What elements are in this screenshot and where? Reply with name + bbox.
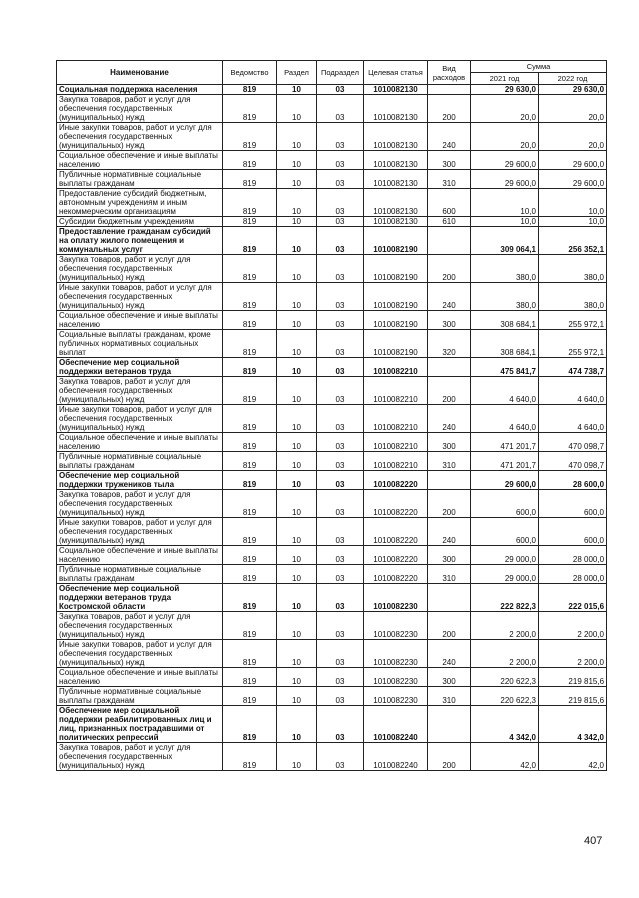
table-row: [57, 471, 607, 490]
header-podrazdel: Подраздел: [317, 61, 364, 85]
row-sum-2022: 42,0: [539, 743, 607, 771]
row-name: Предоставление субсидий бюджетным, автономным учреждениям и иным некоммерческим организациям: [57, 189, 223, 217]
header-razdel: Раздел: [277, 61, 317, 85]
row-expense-type: 310: [428, 452, 471, 471]
row-sum-2022: 380,0: [539, 283, 607, 311]
row-sum-2022: 28 000,0: [539, 565, 607, 584]
row-sum-2021: 475 841,7: [471, 358, 539, 377]
row-name: Субсидии бюджетным учреждениям: [57, 217, 223, 227]
row-podrazdel: 03: [317, 687, 364, 706]
row-podrazdel: 03: [317, 452, 364, 471]
row-name: Закупка товаров, работ и услуг для обеспечения государственных (муниципальных) нужд: [57, 255, 223, 283]
row-target-article: 1010082240: [364, 706, 428, 743]
row-ved: 819: [223, 433, 277, 452]
row-podrazdel: 03: [317, 490, 364, 518]
row-sum-2021: 10,0: [471, 217, 539, 227]
row-podrazdel: 03: [317, 405, 364, 433]
row-ved: 819: [223, 358, 277, 377]
row-podrazdel: 03: [317, 189, 364, 217]
row-target-article: 1010082230: [364, 668, 428, 687]
row-ved: 819: [223, 612, 277, 640]
row-sum-2022: 4 640,0: [539, 405, 607, 433]
header-sum: Сумма: [471, 61, 607, 73]
table-header: [57, 61, 607, 85]
table-row: [57, 227, 607, 255]
row-razdel: 10: [277, 330, 317, 358]
table-row: [57, 377, 607, 405]
row-target-article: 1010082230: [364, 687, 428, 706]
row-sum-2021: 20,0: [471, 123, 539, 151]
row-ved: 819: [223, 170, 277, 189]
row-expense-type: 240: [428, 283, 471, 311]
row-sum-2022: 4 640,0: [539, 377, 607, 405]
row-target-article: 1010082210: [364, 452, 428, 471]
row-sum-2021: 600,0: [471, 490, 539, 518]
row-razdel: 10: [277, 283, 317, 311]
row-expense-type: 300: [428, 433, 471, 452]
row-podrazdel: 03: [317, 640, 364, 668]
table-row: [57, 311, 607, 330]
row-name: Публичные нормативные социальные выплаты гражданам: [57, 452, 223, 471]
row-sum-2022: 29 630,0: [539, 85, 607, 95]
row-target-article: 1010082210: [364, 358, 428, 377]
row-ved: 819: [223, 490, 277, 518]
row-sum-2022: 219 815,6: [539, 687, 607, 706]
row-razdel: 10: [277, 518, 317, 546]
table-row: [57, 123, 607, 151]
row-name: Иные закупки товаров, работ и услуг для обеспечения государственных (муниципальных) нужд: [57, 123, 223, 151]
row-podrazdel: 03: [317, 565, 364, 584]
row-sum-2022: 380,0: [539, 255, 607, 283]
row-sum-2021: 2 200,0: [471, 640, 539, 668]
row-razdel: 10: [277, 151, 317, 170]
row-target-article: 1010082240: [364, 743, 428, 771]
row-razdel: 10: [277, 612, 317, 640]
row-razdel: 10: [277, 471, 317, 490]
row-expense-type: 200: [428, 377, 471, 405]
row-sum-2022: 219 815,6: [539, 668, 607, 687]
table-body: [57, 85, 607, 771]
row-target-article: 1010082130: [364, 85, 428, 95]
row-expense-type: 200: [428, 95, 471, 123]
row-name: Иные закупки товаров, работ и услуг для обеспечения государственных (муниципальных) нужд: [57, 283, 223, 311]
row-name: Публичные нормативные социальные выплаты гражданам: [57, 565, 223, 584]
row-sum-2022: 222 015,6: [539, 584, 607, 612]
row-ved: 819: [223, 743, 277, 771]
row-sum-2021: 29 000,0: [471, 546, 539, 565]
row-sum-2021: 4 342,0: [471, 706, 539, 743]
table-row: [57, 95, 607, 123]
row-podrazdel: 03: [317, 518, 364, 546]
row-sum-2022: 470 098,7: [539, 452, 607, 471]
table-row: [57, 565, 607, 584]
table-row: [57, 217, 607, 227]
row-target-article: 1010082130: [364, 95, 428, 123]
row-sum-2021: 600,0: [471, 518, 539, 546]
budget-table: [56, 60, 607, 771]
row-razdel: 10: [277, 687, 317, 706]
row-sum-2021: 471 201,7: [471, 433, 539, 452]
row-podrazdel: 03: [317, 706, 364, 743]
row-podrazdel: 03: [317, 227, 364, 255]
row-podrazdel: 03: [317, 546, 364, 565]
row-expense-type: 300: [428, 668, 471, 687]
row-razdel: 10: [277, 640, 317, 668]
row-name: Социальное обеспечение и иные выплаты населению: [57, 433, 223, 452]
row-razdel: 10: [277, 433, 317, 452]
row-ved: 819: [223, 565, 277, 584]
row-ved: 819: [223, 283, 277, 311]
row-name: Социальное обеспечение и иные выплаты населению: [57, 546, 223, 565]
row-podrazdel: 03: [317, 170, 364, 189]
row-sum-2021: 220 622,3: [471, 668, 539, 687]
row-expense-type: 240: [428, 640, 471, 668]
row-sum-2022: 20,0: [539, 123, 607, 151]
row-sum-2022: 28 600,0: [539, 471, 607, 490]
row-sum-2022: 2 200,0: [539, 640, 607, 668]
row-target-article: 1010082220: [364, 518, 428, 546]
row-ved: 819: [223, 123, 277, 151]
row-ved: 819: [223, 377, 277, 405]
row-target-article: 1010082230: [364, 584, 428, 612]
row-sum-2021: 220 622,3: [471, 687, 539, 706]
row-sum-2021: 309 064,1: [471, 227, 539, 255]
row-ved: 819: [223, 227, 277, 255]
row-ved: 819: [223, 189, 277, 217]
row-podrazdel: 03: [317, 330, 364, 358]
table-row: [57, 189, 607, 217]
row-expense-type: [428, 358, 471, 377]
row-sum-2022: 600,0: [539, 490, 607, 518]
row-podrazdel: 03: [317, 584, 364, 612]
row-name: Социальная поддержка населения: [57, 85, 223, 95]
row-podrazdel: 03: [317, 668, 364, 687]
row-name: Социальное обеспечение и иные выплаты населению: [57, 668, 223, 687]
header-target-article: Целевая статья: [364, 61, 428, 85]
row-name: Обеспечение мер социальной поддержки реабилитированных лиц и лиц, признанных пострадавшими от политических репрессий: [57, 706, 223, 743]
row-sum-2021: 29 600,0: [471, 170, 539, 189]
row-ved: 819: [223, 546, 277, 565]
table-row: [57, 85, 607, 95]
table-row: [57, 706, 607, 743]
header-year-2022: 2022 год: [539, 73, 607, 85]
row-expense-type: [428, 706, 471, 743]
row-sum-2022: 20,0: [539, 95, 607, 123]
row-razdel: 10: [277, 584, 317, 612]
row-razdel: 10: [277, 189, 317, 217]
row-sum-2022: 255 972,1: [539, 311, 607, 330]
row-sum-2022: 29 600,0: [539, 151, 607, 170]
row-sum-2021: 29 000,0: [471, 565, 539, 584]
table-row: [57, 612, 607, 640]
row-name: Обеспечение мер социальной поддержки ветеранов труда: [57, 358, 223, 377]
row-sum-2021: 380,0: [471, 255, 539, 283]
row-sum-2021: 222 822,3: [471, 584, 539, 612]
header-name: Наименование: [57, 61, 223, 85]
row-podrazdel: 03: [317, 471, 364, 490]
row-expense-type: 240: [428, 518, 471, 546]
row-expense-type: 300: [428, 546, 471, 565]
row-razdel: 10: [277, 490, 317, 518]
row-razdel: 10: [277, 95, 317, 123]
table-row: [57, 518, 607, 546]
row-expense-type: 610: [428, 217, 471, 227]
row-name: Иные закупки товаров, работ и услуг для обеспечения государственных (муниципальных) нужд: [57, 405, 223, 433]
row-name: Иные закупки товаров, работ и услуг для обеспечения государственных (муниципальных) нужд: [57, 640, 223, 668]
table-row: [57, 358, 607, 377]
row-sum-2021: 2 200,0: [471, 612, 539, 640]
row-ved: 819: [223, 330, 277, 358]
table-row: [57, 668, 607, 687]
row-razdel: 10: [277, 546, 317, 565]
table-row: [57, 546, 607, 565]
row-sum-2022: 600,0: [539, 518, 607, 546]
row-expense-type: 300: [428, 151, 471, 170]
row-sum-2021: 471 201,7: [471, 452, 539, 471]
row-expense-type: 240: [428, 123, 471, 151]
row-razdel: 10: [277, 123, 317, 151]
row-ved: 819: [223, 405, 277, 433]
row-ved: 819: [223, 687, 277, 706]
row-razdel: 10: [277, 85, 317, 95]
row-sum-2022: 28 000,0: [539, 546, 607, 565]
row-target-article: 1010082190: [364, 330, 428, 358]
row-podrazdel: 03: [317, 95, 364, 123]
row-expense-type: 310: [428, 170, 471, 189]
row-sum-2021: 29 600,0: [471, 151, 539, 170]
row-razdel: 10: [277, 255, 317, 283]
row-sum-2021: 29 600,0: [471, 471, 539, 490]
row-podrazdel: 03: [317, 151, 364, 170]
row-target-article: 1010082130: [364, 151, 428, 170]
row-target-article: 1010082190: [364, 283, 428, 311]
table-row: [57, 452, 607, 471]
row-podrazdel: 03: [317, 255, 364, 283]
row-sum-2022: 29 600,0: [539, 170, 607, 189]
row-target-article: 1010082130: [364, 189, 428, 217]
row-ved: 819: [223, 452, 277, 471]
row-podrazdel: 03: [317, 743, 364, 771]
row-podrazdel: 03: [317, 85, 364, 95]
row-expense-type: 200: [428, 490, 471, 518]
table-row: [57, 151, 607, 170]
table-row: [57, 490, 607, 518]
row-target-article: 1010082230: [364, 640, 428, 668]
row-ved: 819: [223, 217, 277, 227]
row-sum-2022: 2 200,0: [539, 612, 607, 640]
row-ved: 819: [223, 518, 277, 546]
row-name: Публичные нормативные социальные выплаты гражданам: [57, 170, 223, 189]
row-target-article: 1010082130: [364, 170, 428, 189]
row-sum-2021: 29 630,0: [471, 85, 539, 95]
row-sum-2022: 474 738,7: [539, 358, 607, 377]
row-razdel: 10: [277, 377, 317, 405]
row-razdel: 10: [277, 706, 317, 743]
row-podrazdel: 03: [317, 358, 364, 377]
table-row: [57, 433, 607, 452]
row-sum-2021: 20,0: [471, 95, 539, 123]
page-number: 407: [584, 835, 603, 847]
row-name: Закупка товаров, работ и услуг для обеспечения государственных (муниципальных) нужд: [57, 490, 223, 518]
row-expense-type: 200: [428, 255, 471, 283]
row-sum-2021: 4 640,0: [471, 405, 539, 433]
row-expense-type: 240: [428, 405, 471, 433]
row-ved: 819: [223, 311, 277, 330]
row-podrazdel: 03: [317, 283, 364, 311]
row-razdel: 10: [277, 217, 317, 227]
row-target-article: 1010082130: [364, 217, 428, 227]
row-target-article: 1010082220: [364, 471, 428, 490]
row-name: Обеспечение мер социальной поддержки тружеников тыла: [57, 471, 223, 490]
row-ved: 819: [223, 706, 277, 743]
row-sum-2021: 4 640,0: [471, 377, 539, 405]
table-row: [57, 405, 607, 433]
row-sum-2021: 42,0: [471, 743, 539, 771]
row-target-article: 1010082220: [364, 490, 428, 518]
row-expense-type: 600: [428, 189, 471, 217]
table-row: [57, 584, 607, 612]
row-sum-2022: 4 342,0: [539, 706, 607, 743]
row-razdel: 10: [277, 170, 317, 189]
row-target-article: 1010082220: [364, 565, 428, 584]
row-podrazdel: 03: [317, 612, 364, 640]
row-razdel: 10: [277, 311, 317, 330]
row-podrazdel: 03: [317, 311, 364, 330]
row-sum-2021: 10,0: [471, 189, 539, 217]
row-name: Закупка товаров, работ и услуг для обеспечения государственных (муниципальных) нужд: [57, 612, 223, 640]
row-expense-type: 200: [428, 612, 471, 640]
table-row: [57, 330, 607, 358]
row-ved: 819: [223, 95, 277, 123]
row-ved: 819: [223, 584, 277, 612]
row-expense-type: 320: [428, 330, 471, 358]
row-name: Социальные выплаты гражданам, кроме публичных нормативных социальных выплат: [57, 330, 223, 358]
row-target-article: 1010082130: [364, 123, 428, 151]
header-ved: Ведомство: [223, 61, 277, 85]
row-ved: 819: [223, 255, 277, 283]
row-podrazdel: 03: [317, 433, 364, 452]
row-name: Социальное обеспечение и иные выплаты населению: [57, 151, 223, 170]
row-expense-type: 310: [428, 565, 471, 584]
table-row: [57, 687, 607, 706]
table-row: [57, 170, 607, 189]
row-razdel: 10: [277, 565, 317, 584]
row-target-article: 1010082210: [364, 405, 428, 433]
row-target-article: 1010082230: [364, 612, 428, 640]
row-expense-type: 300: [428, 311, 471, 330]
row-name: Закупка товаров, работ и услуг для обеспечения государственных (муниципальных) нужд: [57, 377, 223, 405]
row-name: Обеспечение мер социальной поддержки ветеранов труда Костромской области: [57, 584, 223, 612]
row-expense-type: [428, 85, 471, 95]
row-ved: 819: [223, 640, 277, 668]
row-ved: 819: [223, 668, 277, 687]
table-row: [57, 255, 607, 283]
row-name: Социальное обеспечение и иные выплаты населению: [57, 311, 223, 330]
row-expense-type: 200: [428, 743, 471, 771]
row-ved: 819: [223, 151, 277, 170]
row-target-article: 1010082220: [364, 546, 428, 565]
row-target-article: 1010082190: [364, 311, 428, 330]
table-row: [57, 743, 607, 771]
row-sum-2022: 255 972,1: [539, 330, 607, 358]
row-target-article: 1010082190: [364, 227, 428, 255]
row-podrazdel: 03: [317, 377, 364, 405]
header-expense-type: Вид расходов: [428, 61, 471, 85]
row-expense-type: [428, 227, 471, 255]
row-target-article: 1010082210: [364, 377, 428, 405]
row-sum-2022: 10,0: [539, 217, 607, 227]
row-name: Закупка товаров, работ и услуг для обеспечения государственных (муниципальных) нужд: [57, 743, 223, 771]
row-sum-2021: 308 684,1: [471, 330, 539, 358]
row-razdel: 10: [277, 405, 317, 433]
row-ved: 819: [223, 471, 277, 490]
row-name: Иные закупки товаров, работ и услуг для обеспечения государственных (муниципальных) нужд: [57, 518, 223, 546]
budget-table-sheet: [56, 60, 606, 771]
header-year-2021: 2021 год: [471, 73, 539, 85]
row-razdel: 10: [277, 452, 317, 471]
row-podrazdel: 03: [317, 123, 364, 151]
row-razdel: 10: [277, 668, 317, 687]
row-razdel: 10: [277, 227, 317, 255]
table-row: [57, 283, 607, 311]
row-expense-type: [428, 471, 471, 490]
row-ved: 819: [223, 85, 277, 95]
row-expense-type: [428, 584, 471, 612]
row-sum-2022: 256 352,1: [539, 227, 607, 255]
row-target-article: 1010082190: [364, 255, 428, 283]
row-razdel: 10: [277, 743, 317, 771]
row-podrazdel: 03: [317, 217, 364, 227]
row-sum-2021: 308 684,1: [471, 311, 539, 330]
row-sum-2021: 380,0: [471, 283, 539, 311]
row-name: Публичные нормативные социальные выплаты гражданам: [57, 687, 223, 706]
row-expense-type: 310: [428, 687, 471, 706]
row-target-article: 1010082210: [364, 433, 428, 452]
row-sum-2022: 470 098,7: [539, 433, 607, 452]
row-name: Предоставление гражданам субсидий на оплату жилого помещения и коммунальных услуг: [57, 227, 223, 255]
table-row: [57, 640, 607, 668]
row-razdel: 10: [277, 358, 317, 377]
row-name: Закупка товаров, работ и услуг для обеспечения государственных (муниципальных) нужд: [57, 95, 223, 123]
row-sum-2022: 10,0: [539, 189, 607, 217]
